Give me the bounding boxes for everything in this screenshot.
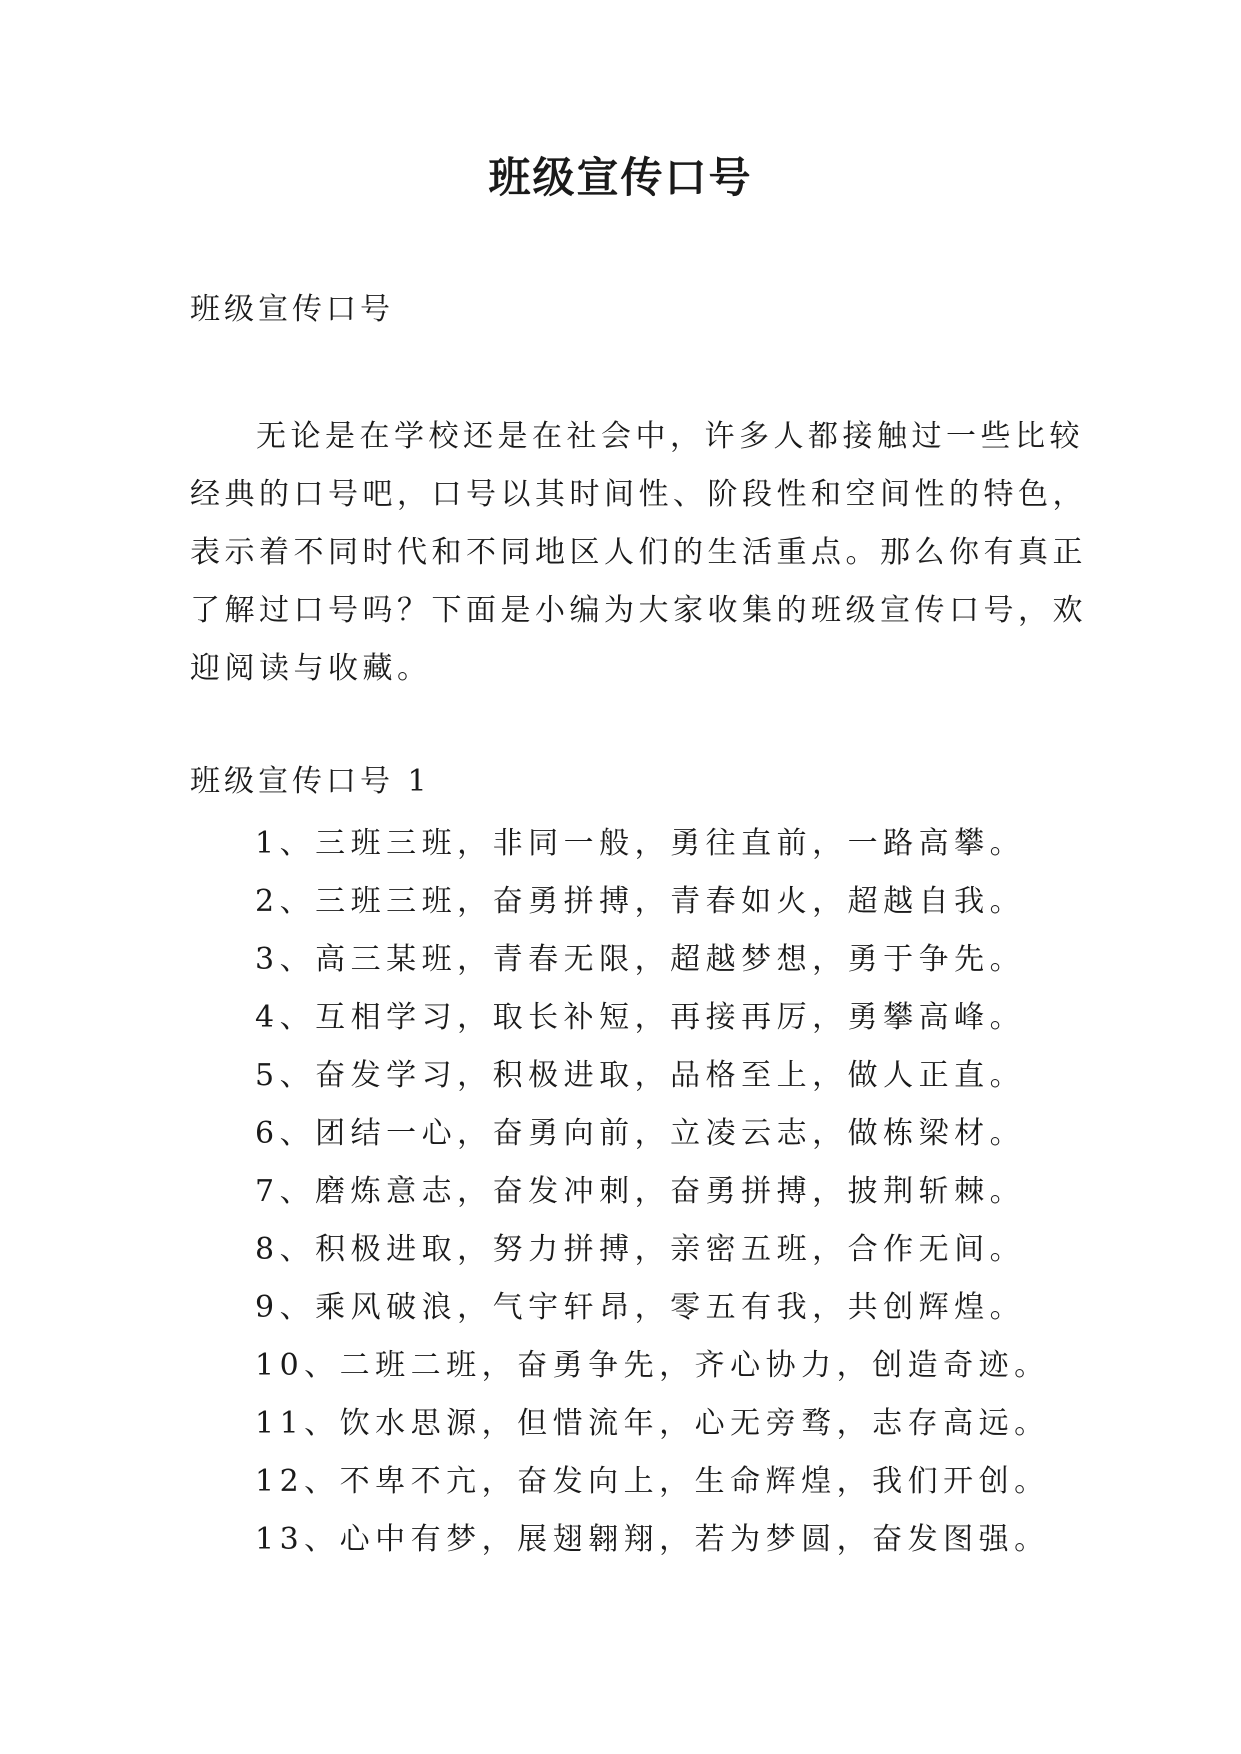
slogan-item: 13、心中有梦，展翅翱翔，若为梦圆，奋发图强。 (255, 1522, 1050, 1557)
section-heading: 班级宣传口号 1 (190, 764, 431, 799)
slogan-item: 4、互相学习，取长补短，再接再厉，勇攀高峰。 (255, 1000, 1026, 1035)
page-title: 班级宣传口号 (488, 153, 753, 202)
slogan-item: 1、三班三班，非同一般，勇往直前，一路高攀。 (255, 826, 1026, 861)
slogan-item: 9、乘风破浪，气宇轩昂，零五有我，共创辉煌。 (255, 1290, 1026, 1325)
slogan-item: 2、三班三班，奋勇拼搏，青春如火，超越自我。 (255, 884, 1026, 919)
slogan-item: 7、磨炼意志，奋发冲刺，奋勇拼搏，披荆斩棘。 (255, 1174, 1026, 1209)
intro-paragraph: 无论是在学校还是在社会中，许多人都接触过一些比较经典的口号吧，口号以其时间性、阶段性和空间性的特色，表示着不同时代和不同地区人们的生活重点。那么你有真正了解过口号吗？下面是小编为大家收集的班级宣传口号，欢迎阅读与收藏。 (190, 419, 1087, 686)
document-subtitle: 班级宣传口号 (190, 292, 394, 327)
slogan-item: 3、高三某班，青春无限，超越梦想，勇于争先。 (255, 942, 1026, 977)
slogan-item: 6、团结一心，奋勇向前，立凌云志，做栋梁材。 (255, 1116, 1026, 1151)
slogan-item: 10、二班二班，奋勇争先，齐心协力，创造奇迹。 (255, 1348, 1050, 1383)
slogan-item: 8、积极进取，努力拼搏，亲密五班，合作无间。 (255, 1232, 1026, 1267)
slogan-list (255, 815, 1050, 1569)
slogan-item: 5、奋发学习，积极进取，品格至上，做人正直。 (255, 1058, 1026, 1093)
slogan-item: 12、不卑不亢，奋发向上，生命辉煌，我们开创。 (255, 1464, 1050, 1499)
slogan-item: 11、饮水思源，但惜流年，心无旁骛，志存高远。 (255, 1406, 1050, 1441)
